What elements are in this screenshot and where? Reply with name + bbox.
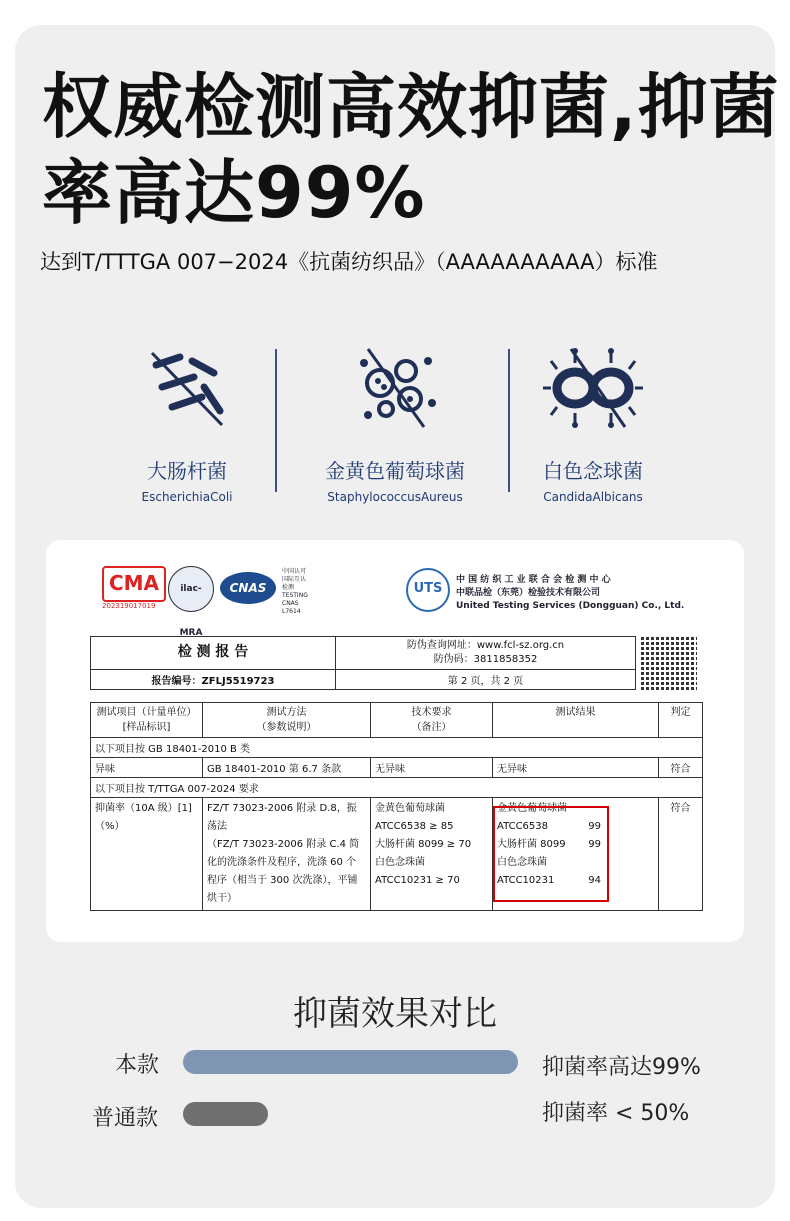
product-label: 本款 [115,1053,160,1078]
ilac-mra-logo: ilac-MRA [168,566,214,612]
ordinary-result: 抑菌率 < 50% [542,1101,690,1126]
col-header: 测试结果 [493,703,659,738]
testing-org-name: 中 国 纺 织 工 业 联 合 会 检 测 中 心 中联品检（东莞）检验技术有限公司 United Testing Services (Dongguan) Co., Ltd. [456,575,685,611]
bacteria-name-cn: 金黄色葡萄球菌 [325,459,465,483]
report-results-table [90,702,703,911]
bacteria-name-en: StaphylococcusAureus [327,490,463,504]
headline [42,64,780,236]
product-result: 抑菌率高达99% [542,1055,701,1080]
bacteria-staph [280,343,510,503]
uts-logo: UTS [406,568,450,612]
cma-logo: CMA [102,566,166,602]
col-header: 测试方法 （参数说明） [203,703,371,738]
table-row: 抑菌率（10A 级）[1] （%） FZ/T 73023-2006 附录 D.8，振荡法 （FZ/T 73023-2006 附录 C.4 简化的洗涤条件及程序，洗涤 60 个程序（相当于 300 次洗涤），平铺烘干） 金黄色葡萄球菌 ATCC6538 ≥ 85 大肠杆菌 8099 ≥ 70 白色念珠菌 ATCC10231 ≥ 70 金黄色葡萄球菌 ATCC6538 99 大肠杆菌 8099 99 白色念珠菌 ATCC10231 94 符合 [91,798,703,911]
report-header-table [90,636,636,690]
cnas-logo: CNAS [220,572,276,604]
comparison-title: 抑菌效果对比 [293,994,497,1034]
standard-subline: 达到T/TTTGA 007−2024《抗菌纺织品》（AAAAAAAAAA）标准 [40,250,658,274]
bacteria-name-cn: 白色念球菌 [543,459,643,483]
col-header: 判定 [659,703,703,738]
col-header: 技术要求 （备注） [371,703,493,738]
headline-line-2: 率高达99% [42,152,426,234]
headline-line-1: 权威检测高效抑菌,抑菌 [42,66,780,148]
qr-code [641,636,697,692]
test-report [46,540,744,942]
bacteria-name-cn: 大肠杆菌 [147,459,227,483]
result-cell: 金黄色葡萄球菌 ATCC6538 99 大肠杆菌 8099 99 白色念珠菌 ATCC10231 94 [493,798,659,911]
report-number: 报告编号：ZFLJ5519723 [91,670,336,690]
rod-bacteria-icon [142,343,232,433]
page-info: 第 2 页，共 2 页 [336,670,636,690]
result-highlight-box [493,806,609,902]
divider [275,349,277,492]
bacteria-name-en: EscherichiaColi [141,490,233,504]
bacteria-ecoli [72,343,302,503]
verify-info: 防伪查询网址：www.fcl-sz.org.cn 防伪码：3811858352 [336,637,636,670]
bacteria-candida [478,343,708,503]
product-level-bar [183,1050,518,1074]
cnas-text: 中国认可 国际互认 检测 TESTING CNAS L7614 [282,568,308,615]
table-row: 异味 GB 18401-2010 第 6.7 条款 无异味 无异味 符合 [91,758,703,778]
section-row: 以下项目按 T/TTGA 007-2024 要求 [91,778,703,798]
candida-icon [543,343,643,433]
ordinary-level-bar [183,1102,268,1126]
report-title: 检 测 报 告 [91,637,336,670]
staph-cluster-icon [350,343,440,433]
section-row: 以下项目按 GB 18401-2010 B 类 [91,738,703,758]
col-header: 测试项目（计量单位） [样品标识] [91,703,203,738]
ordinary-label: 普通款 [92,1106,159,1131]
bacteria-name-en: CandidaAlbicans [543,490,643,504]
cma-number: 202319017019 [102,602,156,610]
